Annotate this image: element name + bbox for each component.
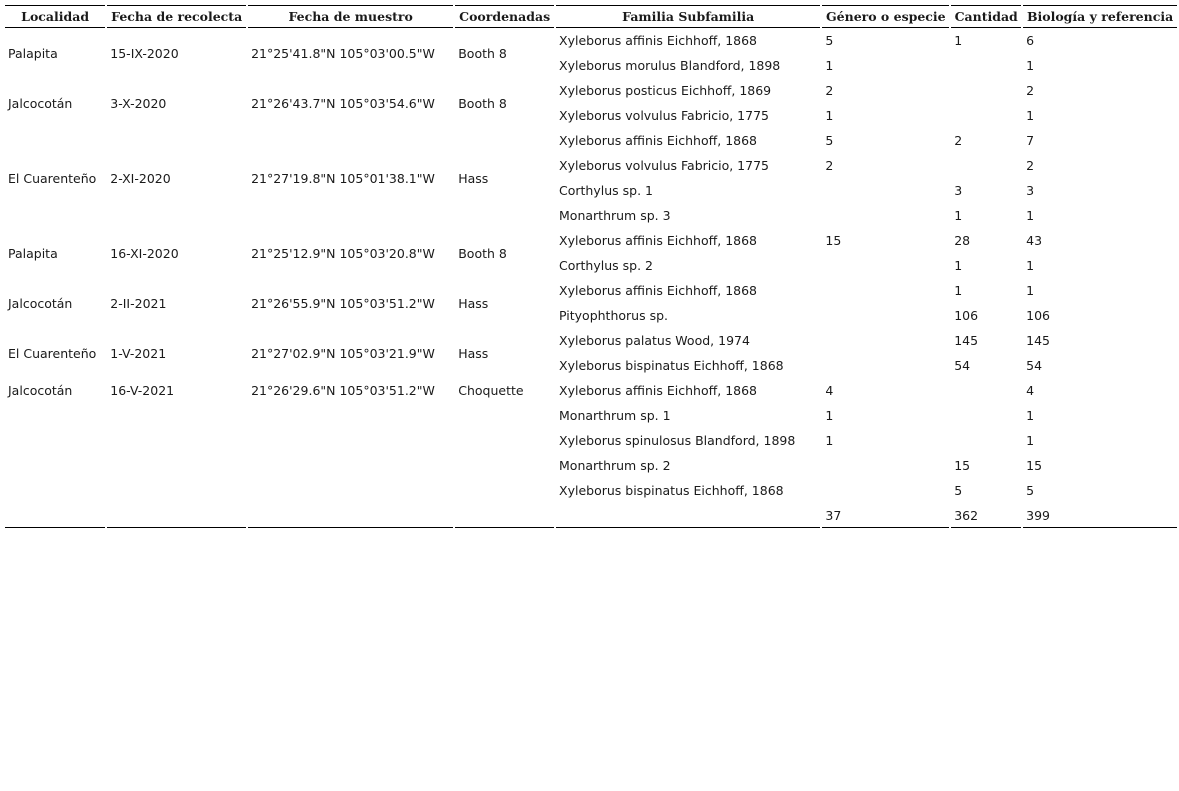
count-a-cell: [822, 253, 949, 278]
species-cell: Xyleborus posticus Eichhoff, 1869: [559, 83, 772, 98]
table-row: [5, 28, 1177, 53]
count-b-cell: 28: [954, 233, 971, 248]
species-cell: Xyleborus morulus Blandford, 1898: [559, 58, 781, 73]
count-a-cell: [822, 328, 949, 353]
coords-cell: 21°27'19.8"N 105°01'38.1"W: [251, 170, 435, 186]
count-a-cell: [822, 353, 949, 378]
total-cell: 1: [1026, 283, 1035, 298]
species-cell: Corthylus sp. 2: [559, 258, 653, 273]
species-cell: Xyleborus affinis Eichhoff, 1868: [559, 283, 758, 298]
count-b-cell: 145: [954, 333, 979, 348]
count-b-cell: 15: [954, 458, 971, 473]
total-cell: 106: [1026, 308, 1050, 323]
table-container: [5, 5, 1179, 528]
total-cell: 1: [1026, 208, 1035, 223]
count-a-cell: 1: [825, 408, 834, 423]
count-b-cell: 54: [954, 358, 971, 373]
total-cell: 1: [1026, 258, 1035, 273]
species-cell: Xyleborus affinis Eichhoff, 1868: [559, 133, 758, 148]
localidad-cell: Jalcocotán: [5, 378, 105, 528]
species-cell: Corthylus sp. 1: [559, 183, 653, 198]
fecha-cell: 16-XI-2020: [110, 245, 179, 261]
header-coordenadas: Coordenadas: [455, 5, 554, 28]
fecha-cell: 3-X-2020: [110, 95, 167, 111]
count-a-cell: 4: [825, 383, 834, 398]
variedad-cell: Booth 8: [458, 245, 507, 261]
total-cell: 5: [1026, 483, 1035, 498]
count-a-cell: 5: [825, 133, 834, 148]
variedad-cell: Choquette: [455, 378, 554, 528]
localidad-cell: Palapita: [8, 245, 58, 261]
total-cell: 1: [1026, 58, 1035, 73]
fecha-cell: 2-XI-2020: [110, 170, 171, 186]
species-cell: Xyleborus affinis Eichhoff, 1868: [559, 233, 758, 248]
count-a-cell: 5: [825, 33, 834, 48]
total-cell: 2: [1026, 158, 1035, 173]
species-table: [3, 5, 1179, 528]
count-a-cell: 1: [825, 433, 834, 448]
header-cantidad: Cantidad: [951, 5, 1021, 28]
count-a-cell: [822, 278, 949, 303]
species-cell: Xyleborus affinis Eichhoff, 1868: [559, 33, 758, 48]
header-genero: Género o especie: [822, 5, 949, 28]
table-row: [5, 278, 1177, 303]
species-cell: Monarthrum sp. 3: [559, 208, 671, 223]
count-b-cell: 1: [954, 283, 963, 298]
count-a-cell: [822, 178, 949, 203]
total-cell: 15: [1026, 458, 1043, 473]
fecha-cell: 16-V-2021: [107, 378, 246, 528]
species-cell: Xyleborus affinis Eichhoff, 1868: [559, 383, 758, 398]
fecha-cell: 1-V-2021: [110, 345, 167, 361]
species-cell: Xyleborus palatus Wood, 1974: [559, 333, 750, 348]
count-b-cell: 5: [954, 483, 963, 498]
count-b-cell: 2: [954, 133, 963, 148]
header-biologia: Biología y referencia: [1023, 5, 1177, 28]
header-fecha-muestro: Fecha de muestro: [248, 5, 453, 28]
count-b-cell: [951, 403, 1021, 428]
table-row: [5, 78, 1177, 103]
total-cell: 1: [1026, 408, 1035, 423]
header-row: [5, 5, 1177, 28]
species-cell: Xyleborus bispinatus Eichhoff, 1868: [559, 483, 784, 498]
count-b-cell: [951, 78, 1021, 103]
count-a-cell: 2: [825, 158, 834, 173]
coords-cell: 21°25'41.8"N 105°03'00.5"W: [251, 45, 435, 61]
count-b-cell: 1: [954, 33, 963, 48]
total-cell: 6: [1026, 33, 1035, 48]
header-localidad: Localidad: [5, 5, 105, 28]
variedad-cell: Hass: [458, 295, 489, 311]
count-b-cell: 106: [954, 308, 979, 323]
table-row: [5, 128, 1177, 153]
count-b-cell: 3: [954, 183, 963, 198]
species-cell: Xyleborus bispinatus Eichhoff, 1868: [559, 358, 784, 373]
localidad-cell: Jalcocotán: [8, 95, 73, 111]
total-cell: 7: [1026, 133, 1035, 148]
totals-label-cell: [556, 503, 820, 528]
total-cell: 1: [1026, 433, 1035, 448]
totals-a-cell: 37: [822, 503, 949, 528]
species-cell: Xyleborus volvulus Fabricio, 1775: [559, 158, 769, 173]
total-cell: 4: [1026, 383, 1035, 398]
total-cell: 3: [1026, 183, 1035, 198]
species-cell: Xyleborus spinulosus Blandford, 1898: [559, 433, 796, 448]
variedad-cell: Hass: [458, 345, 489, 361]
count-b-cell: 1: [954, 208, 963, 223]
species-cell: Pityophthorus sp.: [559, 308, 668, 323]
count-b-cell: [951, 428, 1021, 453]
coords-cell: 21°26'55.9"N 105°03'51.2"W: [251, 295, 435, 311]
count-b-cell: [951, 378, 1021, 403]
total-cell: 43: [1026, 233, 1043, 248]
total-cell: 145: [1026, 333, 1050, 348]
count-a-cell: [822, 203, 949, 228]
count-a-cell: [822, 453, 949, 478]
table-row: [5, 328, 1177, 353]
total-cell: 1: [1026, 108, 1035, 123]
header-fecha-recolecta: Fecha de recolecta: [107, 5, 246, 28]
count-b-cell: [951, 103, 1021, 128]
fecha-cell: 15-IX-2020: [110, 45, 179, 61]
header-familia: Familia Subfamilia: [556, 5, 820, 28]
localidad-cell: El Cuarenteño: [8, 345, 97, 361]
count-b-cell: [951, 153, 1021, 178]
count-b-cell: [951, 53, 1021, 78]
localidad-cell: El Cuarenteño: [8, 170, 97, 186]
count-a-cell: 1: [825, 108, 834, 123]
variedad-cell: Booth 8: [458, 95, 507, 111]
count-a-cell: 1: [825, 58, 834, 73]
coords-cell: 21°27'02.9"N 105°03'21.9"W: [251, 345, 435, 361]
totals-total-cell: 399: [1023, 503, 1177, 528]
count-a-cell: 2: [825, 83, 834, 98]
variedad-cell: Hass: [458, 170, 489, 186]
totals-b-cell: 362: [951, 503, 1021, 528]
total-cell: 54: [1026, 358, 1043, 373]
species-cell: Monarthrum sp. 1: [559, 408, 671, 423]
count-a-cell: 15: [825, 233, 842, 248]
coords-cell: 21°25'12.9"N 105°03'20.8"W: [251, 245, 435, 261]
total-cell: 2: [1026, 83, 1035, 98]
table-row: [5, 378, 1177, 403]
count-b-cell: 1: [954, 258, 963, 273]
localidad-cell: Jalcocotán: [8, 295, 73, 311]
count-a-cell: [822, 478, 949, 503]
species-cell: Xyleborus volvulus Fabricio, 1775: [559, 108, 769, 123]
fecha-cell: 2-II-2021: [110, 295, 167, 311]
count-a-cell: [822, 303, 949, 328]
species-cell: Monarthrum sp. 2: [559, 458, 671, 473]
table-row: [5, 228, 1177, 253]
coords-cell: 21°26'43.7"N 105°03'54.6"W: [251, 95, 435, 111]
localidad-cell: Palapita: [8, 45, 58, 61]
coords-cell: 21°26'29.6"N 105°03'51.2"W: [248, 378, 453, 528]
variedad-cell: Booth 8: [458, 45, 507, 61]
